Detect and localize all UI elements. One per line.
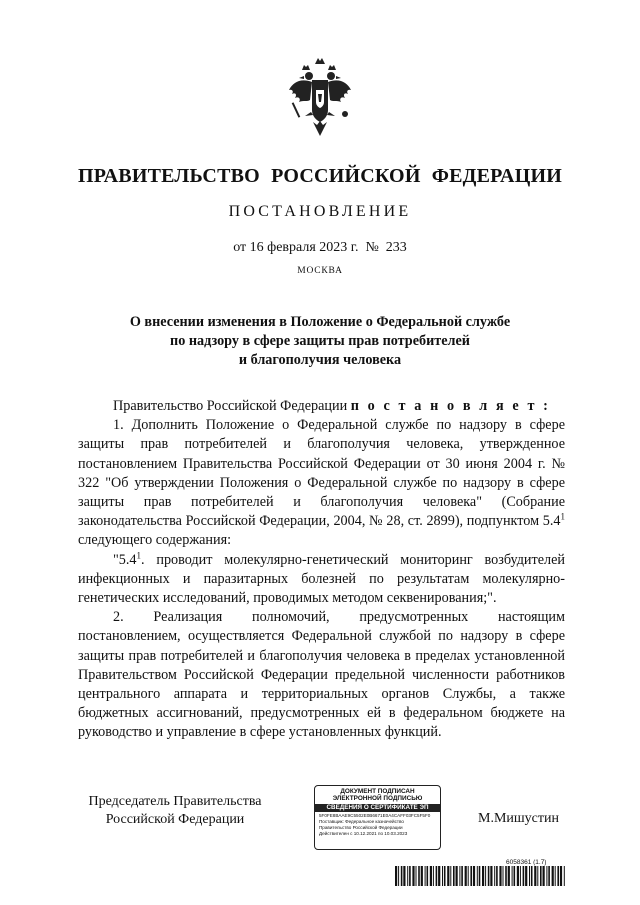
subject-line: по надзору в сфере защиты прав потребителей bbox=[170, 333, 470, 349]
barcode-bar bbox=[459, 866, 460, 886]
position-line: Председатель Правительства bbox=[88, 794, 262, 809]
barcode-bar bbox=[514, 866, 516, 886]
document-body bbox=[78, 397, 565, 743]
barcode-bar bbox=[523, 866, 525, 886]
barcode-bar bbox=[555, 866, 556, 886]
barcode-bar bbox=[560, 866, 562, 886]
item-1-text: 1. Дополнить Положение о Федеральной службе по надзору в сфере защиты прав потребителей и благополучия человека, утвержденное постановлением Правительства Российской Федерации от 30 июня 2004 г. № 322 "Об утверждении Положения о Федеральной службе по надзору в сфере защиты прав потребителей и благополучия человека" (Собрание законодательства Российской Федерации, 2004, № 28, ст. 2899), подпунктом 5.4 bbox=[78, 417, 565, 530]
subject-line: О внесении изменения в Положение о Федеральной службе bbox=[129, 314, 511, 330]
stamp-owner: Правительство Российской Федерации bbox=[319, 824, 403, 830]
barcode-bar bbox=[398, 866, 399, 886]
barcode-bar bbox=[546, 866, 547, 886]
barcode-bar bbox=[433, 866, 434, 886]
barcode-bar bbox=[444, 866, 446, 886]
barcode-bar bbox=[531, 866, 533, 886]
stamp-issuer: Поставщик: Федеральное казначейство bbox=[319, 818, 404, 824]
barcode-bar bbox=[548, 866, 550, 886]
decree-word: п о с т а н о в л я е т : bbox=[350, 398, 551, 414]
barcode-bar bbox=[456, 866, 458, 886]
signatory-position bbox=[80, 793, 270, 829]
barcode-bar bbox=[477, 866, 478, 886]
intro-paragraph bbox=[78, 397, 565, 416]
position-line: Российской Федерации bbox=[105, 812, 245, 827]
intro-text: Правительство Российской Федерации bbox=[113, 398, 351, 414]
electronic-signature-stamp bbox=[314, 785, 441, 850]
barcode-bar bbox=[407, 866, 408, 886]
stamp-heading bbox=[315, 788, 440, 803]
barcode-bar bbox=[450, 866, 451, 886]
barcode-bar bbox=[494, 866, 495, 886]
barcode-bar bbox=[517, 866, 519, 886]
barcode-bar bbox=[473, 866, 475, 886]
document-date-number: от 16 февраля 2023 г. № 233 bbox=[233, 240, 407, 255]
barcode-bar bbox=[490, 866, 492, 886]
barcode bbox=[395, 866, 565, 886]
barcode-bar bbox=[436, 866, 438, 886]
barcode-bar bbox=[430, 866, 432, 886]
signatory-name: М.Мишустин bbox=[478, 811, 559, 826]
barcode-bar bbox=[395, 866, 397, 886]
barcode-bar bbox=[552, 866, 554, 886]
stamp-certificate-id: 5F0FE8BAAE9C5502E0B6671E0A4CAFF03FC5F5F0 bbox=[319, 812, 431, 818]
barcode-bar bbox=[520, 866, 521, 886]
barcode-bar bbox=[564, 866, 565, 886]
barcode-bar bbox=[468, 866, 469, 886]
barcode-bar bbox=[557, 866, 559, 886]
barcode-bar bbox=[403, 866, 405, 886]
barcode-bar bbox=[465, 866, 467, 886]
stamp-certificate-bar: СВЕДЕНИЯ О СЕРТИФИКАТЕ ЭП bbox=[315, 804, 440, 812]
coat-of-arms-emblem bbox=[285, 56, 355, 152]
barcode-bar bbox=[479, 866, 481, 886]
barcode-bar bbox=[401, 866, 403, 886]
barcode-bar bbox=[505, 866, 507, 886]
barcode-bar bbox=[438, 866, 440, 886]
barcode-bar bbox=[427, 866, 429, 886]
barcode-bar bbox=[482, 866, 484, 886]
barcode-bar bbox=[488, 866, 490, 886]
stamp-heading-line: ЭЛЕКТРОННОЙ ПОДПИСЬЮ bbox=[332, 795, 423, 803]
barcode-bar bbox=[499, 866, 501, 886]
quote-text: . проводит молекулярно-генетический мониторинг возбудителей инфекционных и паразитарных болезней по результатам молекулярно-генетических исследований, проводимых методом секвенирования;". bbox=[78, 551, 565, 607]
barcode-bar bbox=[508, 866, 510, 886]
barcode-number: 6058361 (1.7) bbox=[506, 859, 547, 866]
barcode-bar bbox=[529, 866, 530, 886]
document-city: МОСКВА bbox=[297, 266, 343, 276]
quote-start: "5.4 bbox=[113, 551, 137, 568]
barcode-bar bbox=[496, 866, 498, 886]
barcode-bar bbox=[412, 866, 414, 886]
superscript: 1 bbox=[136, 549, 142, 560]
document-type: ПОСТАНОВЛЕНИЕ bbox=[228, 203, 412, 220]
item-2-paragraph: 2. Реализация полномочий, предусмотренных настоящим постановлением, осуществляется Федеральной службой по надзору в сфере защиты прав потребителей и благополучия человека в пределах установленной Правительством Российской Федерации предельной численности работников центрального аппарата и территориальных органов Службы, а также бюджетных ассигнований, предусмотренных ей в федеральном бюджете на руководство и управление в сфере установленных функций. bbox=[78, 609, 565, 741]
stamp-heading-line: ДОКУМЕНТ ПОДПИСАН bbox=[340, 788, 415, 795]
stamp-validity: Действителен с 10.12.2021 по 10.03.2023 bbox=[319, 830, 408, 836]
barcode-bar bbox=[447, 866, 449, 886]
subject-line: и благополучия человека bbox=[238, 352, 402, 368]
barcode-bar bbox=[537, 866, 538, 886]
barcode-bar bbox=[534, 866, 536, 886]
barcode-bar bbox=[461, 866, 463, 886]
barcode-bar bbox=[503, 866, 504, 886]
barcode-bar bbox=[543, 866, 545, 886]
government-title: ПРАВИТЕЛЬСТВО РОССИЙСКОЙ ФЕДЕРАЦИИ bbox=[78, 165, 562, 187]
document-subject bbox=[80, 313, 560, 370]
barcode-bar bbox=[425, 866, 426, 886]
barcode-bar bbox=[470, 866, 472, 886]
barcode-bar bbox=[453, 866, 455, 886]
barcode-bar bbox=[421, 866, 423, 886]
barcode-bar bbox=[525, 866, 527, 886]
item-1-paragraph bbox=[78, 416, 565, 550]
quote-paragraph bbox=[78, 551, 565, 609]
barcode-bar bbox=[418, 866, 420, 886]
barcode-bar bbox=[416, 866, 417, 886]
barcode-bar bbox=[409, 866, 411, 886]
barcode-bar bbox=[442, 866, 443, 886]
barcode-bar bbox=[485, 866, 486, 886]
item-1-text-end: следующего содержания: bbox=[78, 532, 232, 549]
barcode-bar bbox=[540, 866, 542, 886]
superscript: 1 bbox=[560, 511, 565, 522]
barcode-bar bbox=[512, 866, 513, 886]
